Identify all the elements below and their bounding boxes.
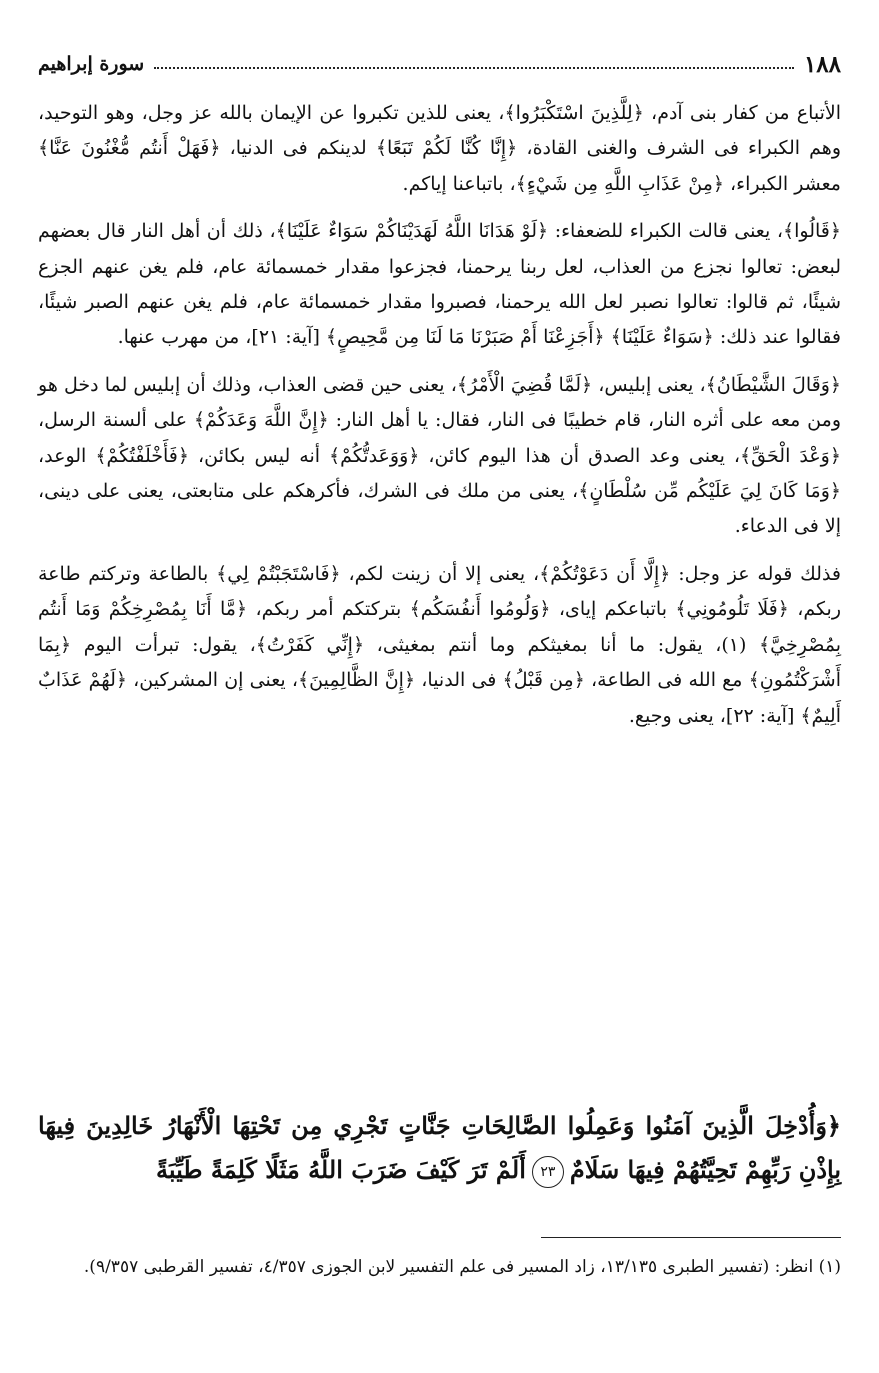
footnote-divider — [541, 1237, 841, 1238]
quran-verse — [38, 1104, 841, 1192]
ayah-number-marker: ٢٣ — [532, 1156, 564, 1188]
verse-text-part1: ﴿وَأُدْخِلَ الَّذِينَ آمَنُوا وَعَمِلُوا الصَّالِحَاتِ جَنَّاتٍ تَجْرِي مِن تَحْتِهَا الْأَنْهَارُ خَالِدِينَ فِيهَا بِإِذْنِ رَبِّهِمْ تَحِيَّتُهُمْ فِيهَا سَلَامٌ — [38, 1111, 841, 1184]
paragraph-3: ﴿وَقَالَ الشَّيْطَانُ﴾، يعنى إبليس، ﴿لَمَّا قُضِيَ الْأَمْرُ﴾، يعنى حين قضى العذاب، وذلك أن إبليس لما دخل هو ومن معه على أثره النار، قام خطيبًا فى النار، فقال: يا أهل النار: ﴿إِنَّ اللَّهَ وَعَدَكُمْ﴾ على ألسنة الرسل، ﴿وَعْدَ الْحَقِّ﴾، يعنى وعد الصدق أن هذا اليوم كائن، ﴿وَوَعَدتُّكُمْ﴾ أنه ليس بكائن، ﴿فَأَخْلَفْتُكُمْ﴾ الوعد، ﴿وَمَا كَانَ لِيَ عَلَيْكُم مِّن سُلْطَانٍ﴾، يعنى من ملك فى الشرك، فأكرهكم على متابعتى، يعنى على دينى، إلا فى الدعاء. — [38, 373, 841, 538]
page-number: ١٨٨ — [803, 50, 841, 78]
surah-title: سورة إبراهيم — [38, 53, 145, 75]
paragraph-2: ﴿قَالُوا﴾، يعنى قالت الكبراء للضعفاء: ﴿لَوْ هَدَانَا اللَّهُ لَهَدَيْنَاكُمْ سَوَاءٌ عَلَيْنَا﴾، ذلك أن أهل النار قال بعضهم لبعض: تعالوا نجزع من العذاب، لعل ربنا يرحمنا، فجزعوا مقدار خمسمائة عام، فلم يغن عنهم الجزع شيئًا، ثم قالوا: تعالوا نصبر لعل الله يرحمنا، فصبروا مقدار خمسمائة عام، فلم يغن عنهم الصبر شيئًا، فقالوا عند ذلك: ﴿سَوَاءٌ عَلَيْنَا﴾ ﴿أَجَزِعْنَا أَمْ صَبَرْنَا مَا لَنَا مِن مَّحِيصٍ﴾ [آية: ٢١]، من مهرب عنها. — [38, 220, 841, 349]
footnote: (١) انظر: (تفسير الطبرى ١٣/١٣٥، زاد المسير فى علم التفسير لابن الجوزى ٤/٣٥٧، تفسير القرطبى ٩/٣٥٧). — [83, 1257, 841, 1277]
verse-text-part2: أَلَمْ تَرَ كَيْفَ ضَرَبَ اللَّهُ مَثَلًا كَلِمَةً طَيِّبَةً — [156, 1155, 526, 1184]
page-header — [38, 42, 841, 86]
header-dotted-leader — [154, 67, 794, 69]
paragraph-4: فذلك قوله عز وجل: ﴿إِلَّا أَن دَعَوْتُكُمْ﴾، يعنى إلا أن زينت لكم، ﴿فَاسْتَجَبْتُمْ لِي﴾ بالطاعة وتركتم طاعة ربكم، ﴿فَلَا تَلُومُونِي﴾ باتباعكم إياى، ﴿وَلُومُوا أَنفُسَكُم﴾ بتركتكم أمر ربكم، ﴿مَّا أَنَا بِمُصْرِخِكُمْ وَمَا أَنتُم بِمُصْرِخِيَّ﴾ (١)، يقول: ما أنا بمغيثكم وما أنتم بمغيثى، ﴿إِنِّي كَفَرْتُ﴾، يقول: تبرأت اليوم ﴿بِمَا أَشْرَكْتُمُونِ﴾ مع الله فى الطاعة، ﴿مِن قَبْلُ﴾ فى الدنيا، ﴿إِنَّ الظَّالِمِينَ﴾، يعنى إن المشركين، ﴿لَهُمْ عَذَابٌ أَلِيمٌ﴾ [آية: ٢٢]، يعنى وجيع. — [38, 562, 841, 727]
paragraph-1: الأتباع من كفار بنى آدم، ﴿لِلَّذِينَ اسْتَكْبَرُوا﴾، يعنى للذين تكبروا عن الإيمان بالله عز وجل، وهو التوحيد، وهم الكبراء فى الشرف والغنى القادة، ﴿إِنَّا كُنَّا لَكُمْ تَبَعًا﴾ لدينكم فى الدنيا، ﴿فَهَلْ أَنتُم مُّغْنُونَ عَنَّا﴾ معشر الكبراء، ﴿مِنْ عَذَابِ اللَّهِ مِن شَيْءٍ﴾، باتباعنا إياكم. — [38, 102, 841, 195]
commentary-body — [38, 96, 841, 734]
